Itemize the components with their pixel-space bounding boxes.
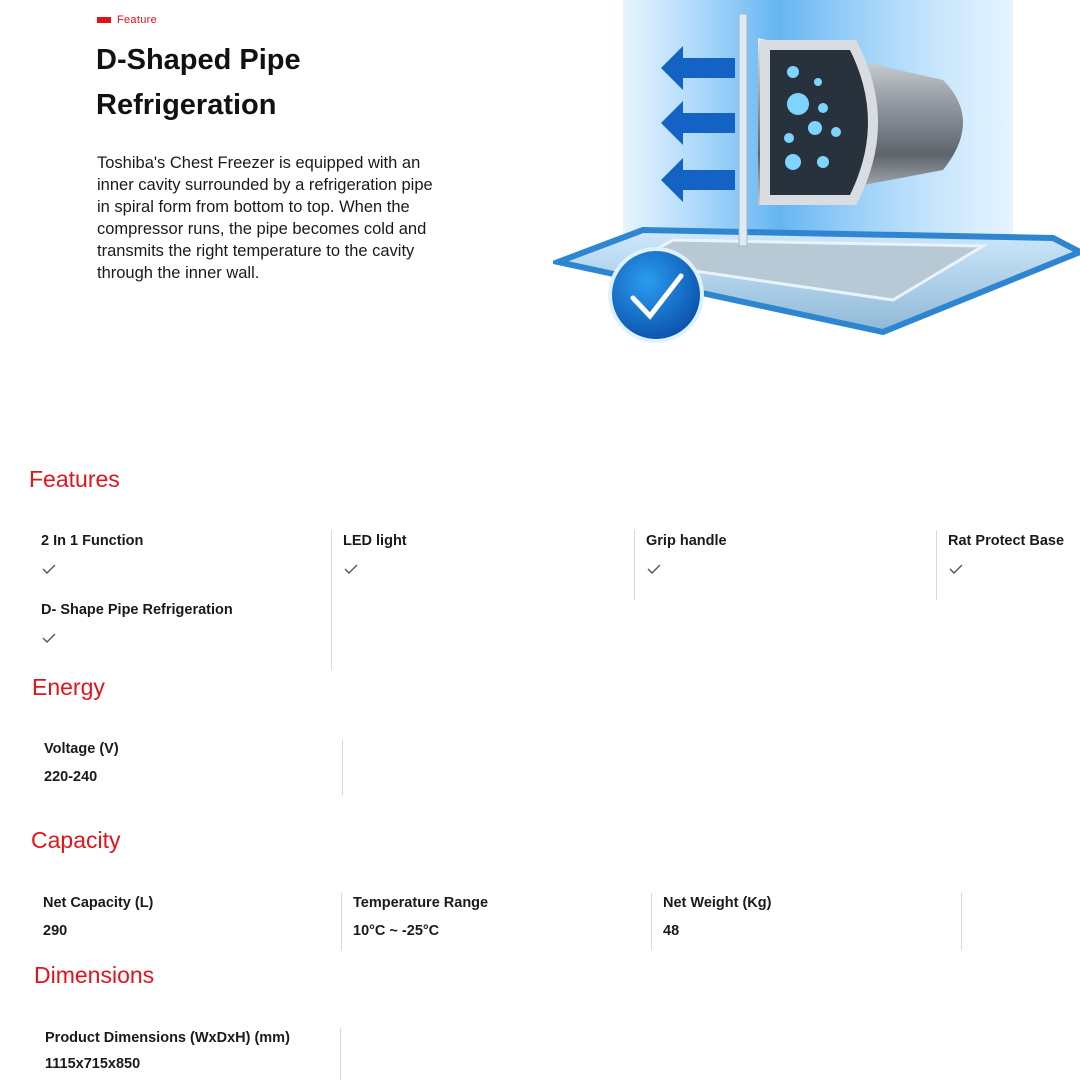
checkmark-icon xyxy=(42,564,56,574)
checkmark-icon xyxy=(647,564,661,574)
spec-value: 290 xyxy=(43,923,68,939)
column-divider xyxy=(340,1028,341,1080)
spec-value: 220-240 xyxy=(44,769,98,785)
column-divider xyxy=(961,893,962,950)
checkmark-badge xyxy=(610,249,702,341)
spec-label: Net Weight (Kg) xyxy=(663,895,772,911)
column-divider xyxy=(341,893,342,950)
eyebrow-label: Feature xyxy=(117,14,158,26)
eyebrow-bar xyxy=(97,17,111,23)
d-pipe-illustration xyxy=(553,0,1080,345)
column-divider xyxy=(634,530,635,600)
inner-wall xyxy=(739,14,747,246)
spec-label: Voltage (V) xyxy=(44,741,119,757)
capacity-title: Capacity xyxy=(31,827,121,853)
column-divider xyxy=(342,740,343,795)
column-divider xyxy=(651,893,652,950)
feature-item xyxy=(41,602,233,618)
energy-title: Energy xyxy=(32,674,105,700)
hero-title: D-Shaped Pipe Refrigeration xyxy=(96,44,301,121)
spec-label: Net Capacity (L) xyxy=(43,895,154,911)
feature-label: Grip handle xyxy=(646,533,727,549)
feature-label: D- Shape Pipe Refrigeration xyxy=(41,602,233,618)
feature-item xyxy=(41,533,143,549)
features-title: Features xyxy=(29,466,120,492)
feature-label: LED light xyxy=(343,533,407,549)
spec-value: 48 xyxy=(663,923,680,939)
spec-item xyxy=(44,741,119,785)
feature-item xyxy=(948,533,1064,549)
spec-label: Temperature Range xyxy=(353,895,489,911)
feature-label: 2 In 1 Function xyxy=(41,533,144,549)
column-divider xyxy=(331,530,332,670)
spec-value: 10°C ~ -25°C xyxy=(353,923,440,939)
feature-label: Rat Protect Base xyxy=(948,533,1065,549)
feature-eyebrow xyxy=(97,14,157,26)
feature-item xyxy=(646,533,727,549)
spec-value: 1115x715x850 xyxy=(45,1056,141,1072)
checkmark-icon xyxy=(949,564,963,574)
dimensions-title: Dimensions xyxy=(34,962,155,988)
spec-label: Product Dimensions (WxDxH) (mm) xyxy=(45,1030,290,1046)
spec-item xyxy=(45,1030,290,1072)
cold-flow-arrows xyxy=(661,46,735,202)
spec-item xyxy=(43,895,153,939)
feature-item xyxy=(343,533,407,549)
column-divider xyxy=(936,530,937,600)
checkmark-icon xyxy=(42,633,56,643)
checkmark-icon xyxy=(344,564,358,574)
spec-item xyxy=(353,895,488,939)
hero-description: Toshiba's Chest Freezer is equipped with an inner cavity surrounded by a refrigeration pipe in spiral form from bottom to top. When the compressor runs, the pipe becomes cold and transmits the right temperature to the cavity through the inner wall. xyxy=(97,154,433,282)
spec-item xyxy=(663,895,771,939)
